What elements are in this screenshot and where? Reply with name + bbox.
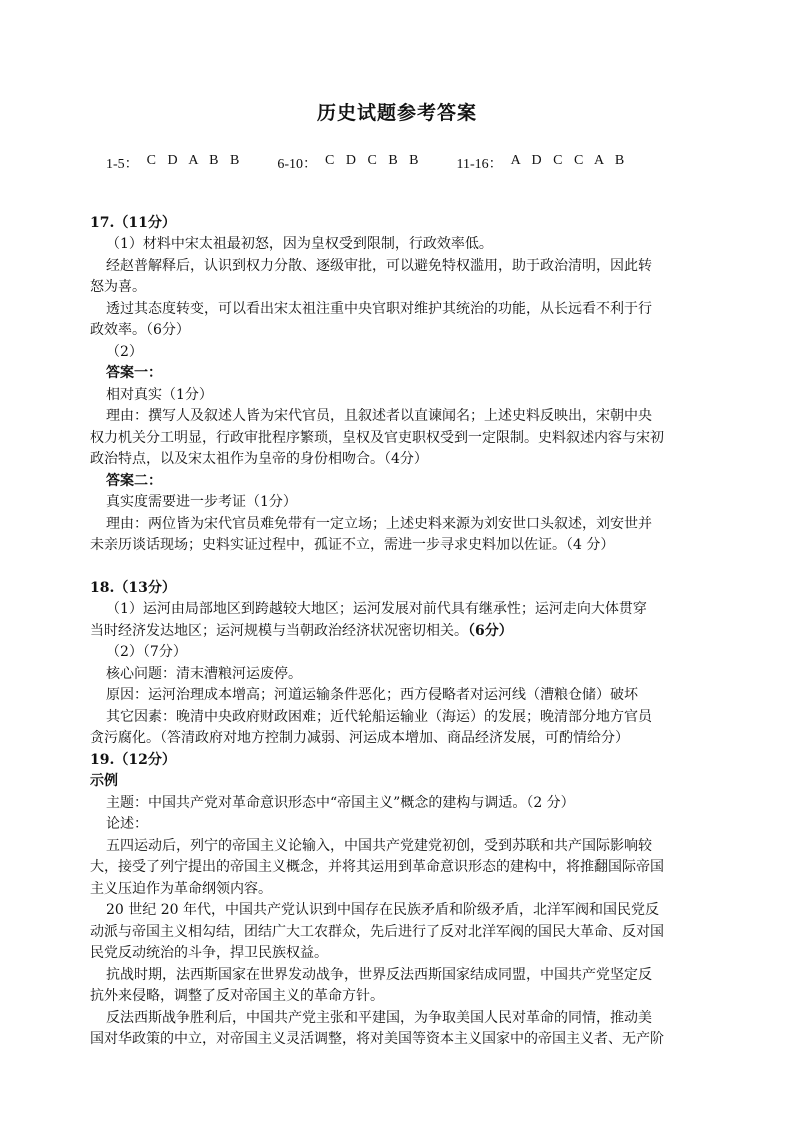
choice-range: 11-16：: [456, 157, 503, 172]
choice-range: 6-10：: [277, 157, 318, 172]
q19-text: 20 世纪 20 年代，中国共产党认识到中国存在民族矛盾和阶级矛盾，北洋军阀和国民党反: [106, 902, 659, 918]
q18-text: 原因：运河治理成本增高；河道运输条件恶化；西方侵略者对运河线（漕粮仓储）破坏: [106, 687, 638, 703]
choice-keys: C D C B B: [325, 153, 423, 168]
choice-group: [106, 153, 243, 173]
q19-text: 大，接受了列宁提出的帝国主义概念，并将其运用到革命意识形态的建构中，将推翻国际帝国: [90, 859, 664, 875]
q18-text: 贪污腐化。（答清政府对地方控制力减弱、河运成本增加、商品经济发展，可酌情给分）: [90, 730, 629, 746]
choice-group: [457, 153, 629, 173]
q18-text: （1）运河由局部地区到跨越较大地区；运河发展对前代具有继承性；运河走向大体贯穿: [106, 601, 647, 617]
q17-text: 经赵普解释后，认识到权力分散、逐级审批，可以避免特权滥用，助于政治清明，因此转: [106, 258, 652, 274]
q19-text: 抗外来侵略，调整了反对帝国主义的革命方针。: [90, 988, 384, 1004]
q19-heading: 19.（12分）: [90, 752, 176, 768]
q17-text: （1）材料中宋太祖最初怒，因为皇权受到限制，行政效率低。: [106, 236, 493, 252]
q18-text: 核心问题：清末漕粮河运废停。: [106, 666, 302, 682]
page-title: 历史试题参考答案: [316, 102, 477, 124]
q19-text: 动派与帝国主义相勾结，团结广大工农群众，先后进行了反对北洋军阀的国民大革命、反对国: [90, 924, 664, 940]
q17-text: 政效率。（6分）: [90, 322, 190, 338]
q18-text: [90, 621, 710, 641]
q17-text: 政治特点，以及宋太祖作为皇帝的身份相吻合。（4分）: [90, 451, 428, 467]
q17-text: 理由：两位皆为宋代官员难免带有一定立场；上述史料来源为刘安世口头叙述，刘安世并: [106, 516, 652, 532]
q17-text: 权力机关分工明显，行政审批程序繁琐，皇权及官吏职权受到一定限制。史料叙述内容与宋初: [90, 430, 664, 446]
q17-heading: 17.（11分）: [90, 215, 176, 231]
multiple-choice-answers: [106, 153, 628, 173]
q19-text: 主义压迫作为革命纲领内容。: [90, 881, 272, 897]
q19-text: 论述：: [106, 816, 148, 832]
q19-text: 反法西斯战争胜利后，中国共产党主张和平建国，为争取美国人民对革命的同情，推动美: [106, 1010, 652, 1026]
q19-text: 国对华政策的中立，对帝国主义灵活调整，将对美国等资本主义国家中的帝国主义者、无产阶: [90, 1031, 664, 1047]
q19-text: 五四运动后，列宁的帝国主义论输入，中国共产党建党初创，受到苏联和共产国际影响较: [106, 838, 652, 854]
score-label: （6分）: [468, 623, 513, 639]
q17-text: 透过其态度转变，可以看出宋太祖注重中央官职对维护其统治的功能，从长远看不利于行: [106, 301, 652, 317]
q19-text: 主题：中国共产党对革命意识形态中“帝国主义”概念的建构与调适。（2 分）: [106, 795, 575, 811]
answer-one-heading: 答案一：: [106, 365, 162, 381]
choice-keys: A D C C A B: [510, 153, 629, 168]
q18-heading: 18.（13分）: [90, 580, 176, 596]
answer-two-heading: 答案二：: [106, 473, 162, 489]
q17-text: 未亲历谈话现场；史料实证过程中，孤证不立，需进一步寻求史料加以佐证。（4 分）: [90, 537, 615, 553]
q17-text: 怒为喜。: [90, 279, 146, 295]
choice-range: 1-5：: [106, 157, 139, 172]
q17-text: 相对真实（1分）: [106, 387, 213, 403]
q19-text: 民党反动统治的斗争，捍卫民族权益。: [90, 945, 328, 961]
choice-group: [277, 153, 422, 173]
q17-text: 真实度需要进一步考证（1分）: [106, 494, 297, 510]
q17-text: 理由：撰写人及叙述人皆为宋代官员，且叙述者以直谏闻名；上述史料反映出，宋朝中央: [106, 408, 652, 424]
q18-text: 其它因素：晚清中央政府财政困难；近代轮船运输业（海运）的发展；晚清部分地方官员: [106, 709, 652, 725]
q18-text: （2）（7分）: [106, 644, 187, 660]
q18-text-part: 当时经济发达地区；运河规模与当朝政治经济状况密切相关。: [90, 623, 468, 639]
q19-text: 抗战时期，法西斯国家在世界发动战争，世界反法西斯国家结成同盟，中国共产党坚定反: [106, 967, 652, 983]
example-heading: 示例: [90, 773, 118, 789]
q17-text: （2）: [106, 344, 143, 360]
choice-keys: C D A B B: [146, 153, 244, 168]
